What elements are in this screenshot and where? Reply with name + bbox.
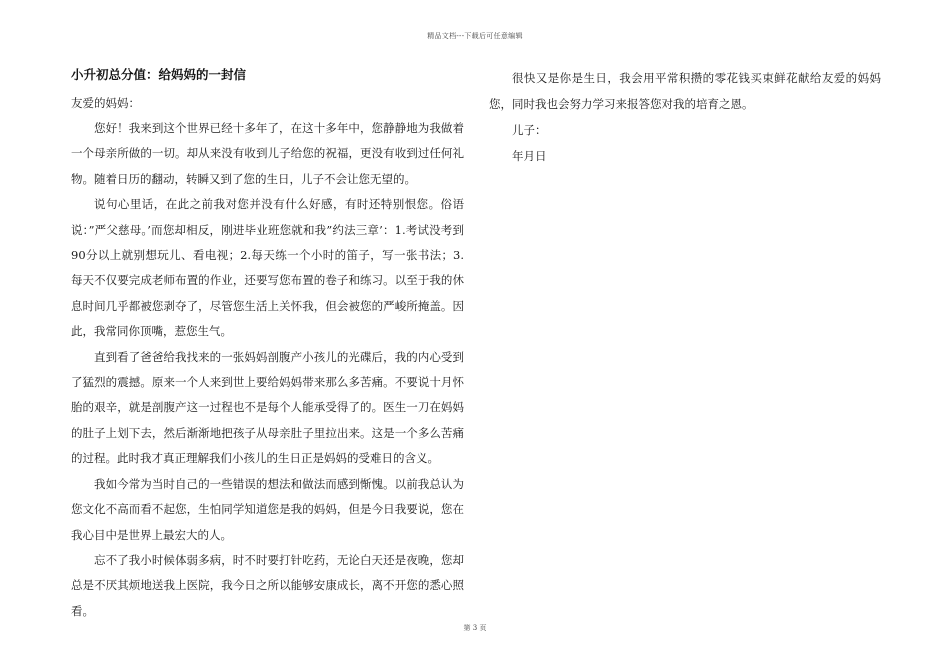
signature: 儿子： — [512, 123, 547, 137]
paragraph-4: 我如今常为当时自己的一些错误的想法和做法而感到惭愧。以前我总认为您文化不高而看不起您，生怕同学知道您是我的妈妈，但是今日我要说，您在我心目中是世界上最宏大的人。 — [71, 476, 464, 542]
paragraph-5: 忘不了我小时候体弱多病，时不时要打针吃药，无论白天还是夜晚，您却总是不厌其烦地送我上医院，我今日之所以能够安康成长，离不开您的悉心照看。 — [71, 552, 464, 618]
page-number: 第 3 页 — [463, 624, 487, 632]
paragraph-1: 您好！我来到这个世界已经十多年了，在这十多年中，您静静地为我做着一个母亲所做的一切。却从来没有收到儿子给您的祝福，更没有收到过任何礼物。随着日历的翻动，转瞬又到了您的生日，儿子不会让您无望的。 — [71, 121, 464, 186]
left-column — [71, 65, 464, 624]
letter-title: 小升初总分值：给妈妈的一封信 — [71, 67, 247, 82]
page-header: 精品文档---下载后可任意编辑 — [427, 32, 523, 40]
right-column — [489, 65, 881, 169]
date-line: 年月日 — [512, 149, 547, 163]
paragraph-3: 直到看了爸爸给我找来的一张妈妈剖腹产小孩儿的光碟后，我的内心受到了猛烈的震撼。原来一个人来到世上要给妈妈带来那么多苦痛。不要说十月怀胎的艰辛，就是剖腹产这一过程也不是每个人能承受得了的。医生一刀在妈妈的肚子上划下去，然后渐渐地把孩子从母亲肚子里拉出来。这是一个多么苦痛的过程。此时我才真正理解我们小孩儿的生日正是妈妈的受难日的含义。 — [71, 349, 464, 466]
paragraph-2: 说句心里话，在此之前我对您并没有什么好感，有时还特别恨您。俗语说：”严父慈母。’而您却相反，刚进毕业班您就和我”约法三章’：1.考试没考到90分以上就别想玩儿、看电视；2.每天练一个小时的笛子，写一张书法；3.每天不仅要完成老师布置的作业，还要写您布置的卷子和练习。以至于我的休息时间几乎都被您剥夺了，尽管您生活上关怀我，但会被您的严峻所掩盖。因此，我常同你顶嘴，惹您生气。 — [71, 197, 464, 339]
salutation: 友爱的妈妈： — [71, 96, 140, 110]
paragraph-6: 很快又是你是生日，我会用平常积攒的零花钱买束鲜花献给友爱的妈妈您，同时我也会努力学习来报答您对我的培育之恩。 — [489, 71, 881, 111]
